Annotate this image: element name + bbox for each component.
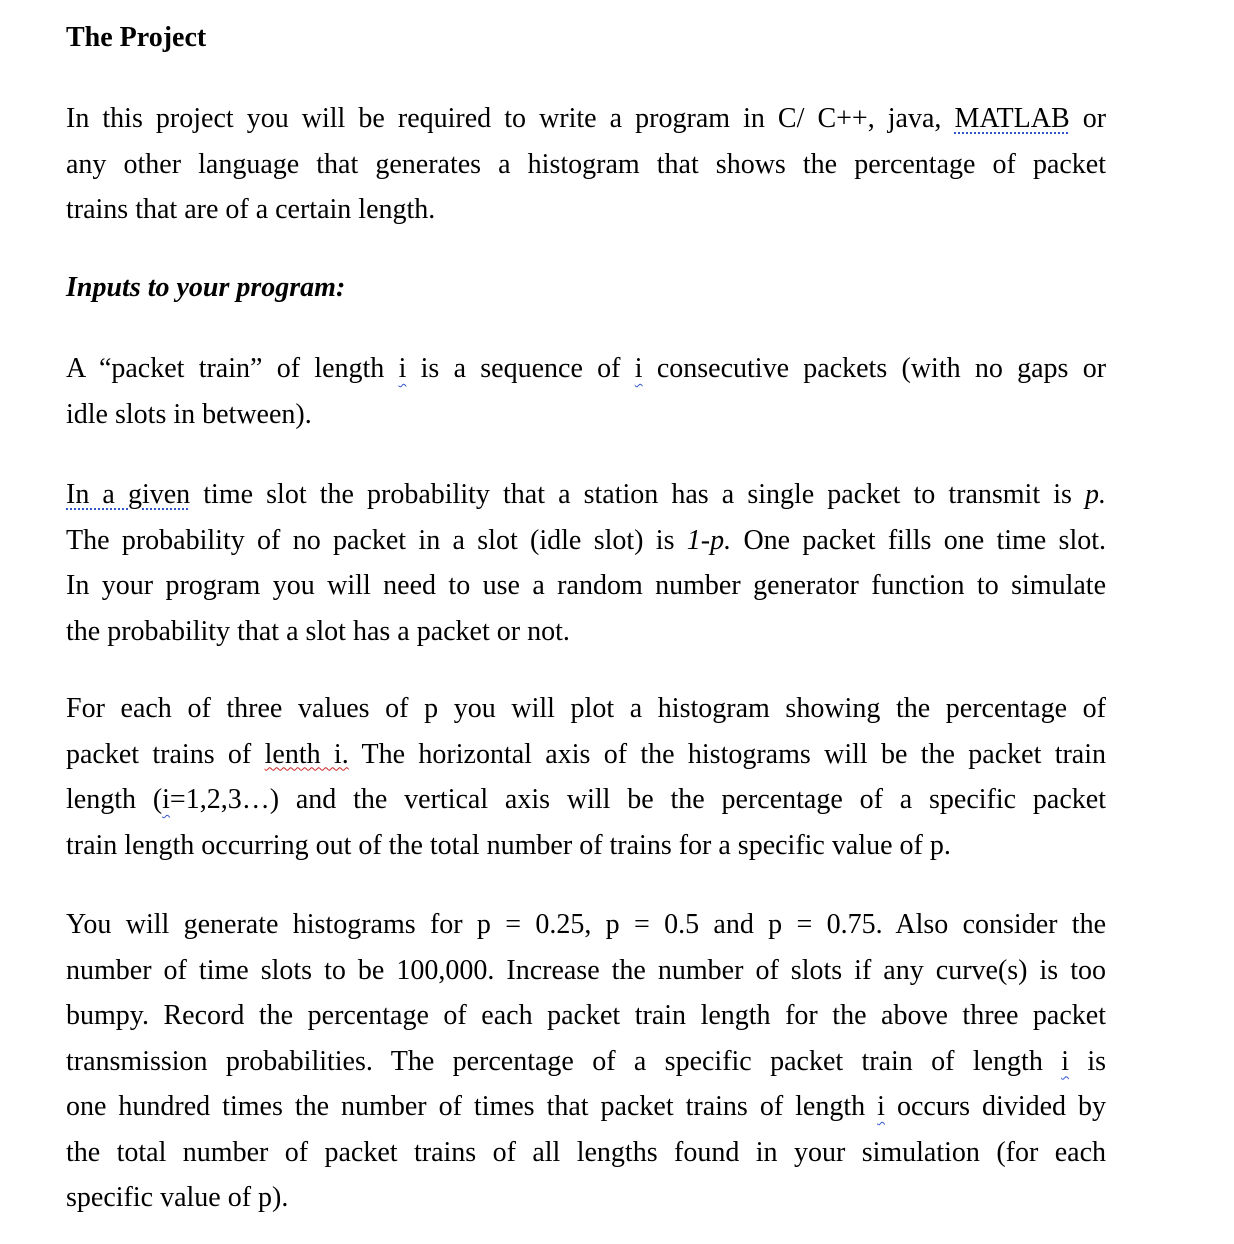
text-line: In a given time slot the probability that a station has a single packet to transmit is p. (66, 479, 1107, 510)
text-line: any other language that generates a histogram that shows the percentage of packet (66, 148, 1106, 180)
definition-paragraph (66, 346, 1106, 437)
spellcheck-error: lenth i. (264, 738, 349, 770)
text-line: For each of three values of p you will plot a histogram showing the percentage of (66, 693, 1106, 724)
text-line: The probability of no packet in a slot (idle slot) is 1-p. One packet fills one time slot. (66, 524, 1106, 556)
variable-p: p. (1085, 479, 1107, 510)
text-line: number of time slots to be 100,000. Increase the number of slots if any curve(s) is too (66, 954, 1106, 986)
text-line: packet trains of lenth i. The horizontal axis of the histograms will be the packet train (66, 738, 1107, 770)
text-line: trains that are of a certain length. (66, 194, 436, 225)
text-line: A “packet train” of length i is a sequence of i consecutive packets (with no gaps or (66, 353, 1107, 384)
spellcheck-word: MATLAB (954, 103, 1070, 134)
variable-i: i (1061, 1045, 1069, 1077)
text-line: transmission probabilities. The percentage of a specific packet train of length i is (66, 1045, 1107, 1077)
text-line: the probability that a slot has a packet or not. (66, 615, 570, 647)
variable-i: i (162, 784, 170, 815)
text-line: bumpy. Record the percentage of each packet train length for the above three packet (66, 1000, 1106, 1031)
spellcheck-phrase: In a given (66, 479, 191, 510)
generate-paragraph (66, 902, 1106, 1221)
text-line: In your program you will need to use a random number generator function to simulate (66, 570, 1106, 601)
variable-i: i (398, 353, 407, 384)
inputs-heading: Inputs to your program: (66, 272, 346, 303)
histogram-paragraph (66, 686, 1106, 868)
text-line: In this project you will be required to write a program in C/ C++, java, MATLAB or (66, 103, 1107, 134)
intro-paragraph (66, 96, 1106, 233)
text-line: specific value of p). (66, 1182, 289, 1213)
variable-i: i (634, 353, 643, 384)
text-line: length (i=1,2,3…) and the vertical axis will be the percentage of a specific packet (66, 784, 1106, 815)
text-line: one hundred times the number of times that packet trains of length i occurs divided by (66, 1091, 1107, 1122)
variable-i: i (877, 1091, 885, 1122)
probability-paragraph (66, 472, 1106, 654)
text-line: the total number of packet trains of all lengths found in your simulation (for each (66, 1136, 1106, 1168)
text-line: train length occurring out of the total number of trains for a specific value of p. (66, 829, 951, 861)
variable-one-minus-p: 1-p. (686, 524, 732, 556)
text-line: You will generate histograms for p = 0.25, p = 0.5 and p = 0.75. Also consider the (66, 909, 1106, 940)
section-title: The Project (66, 22, 207, 53)
text-line: idle slots in between). (66, 398, 312, 430)
